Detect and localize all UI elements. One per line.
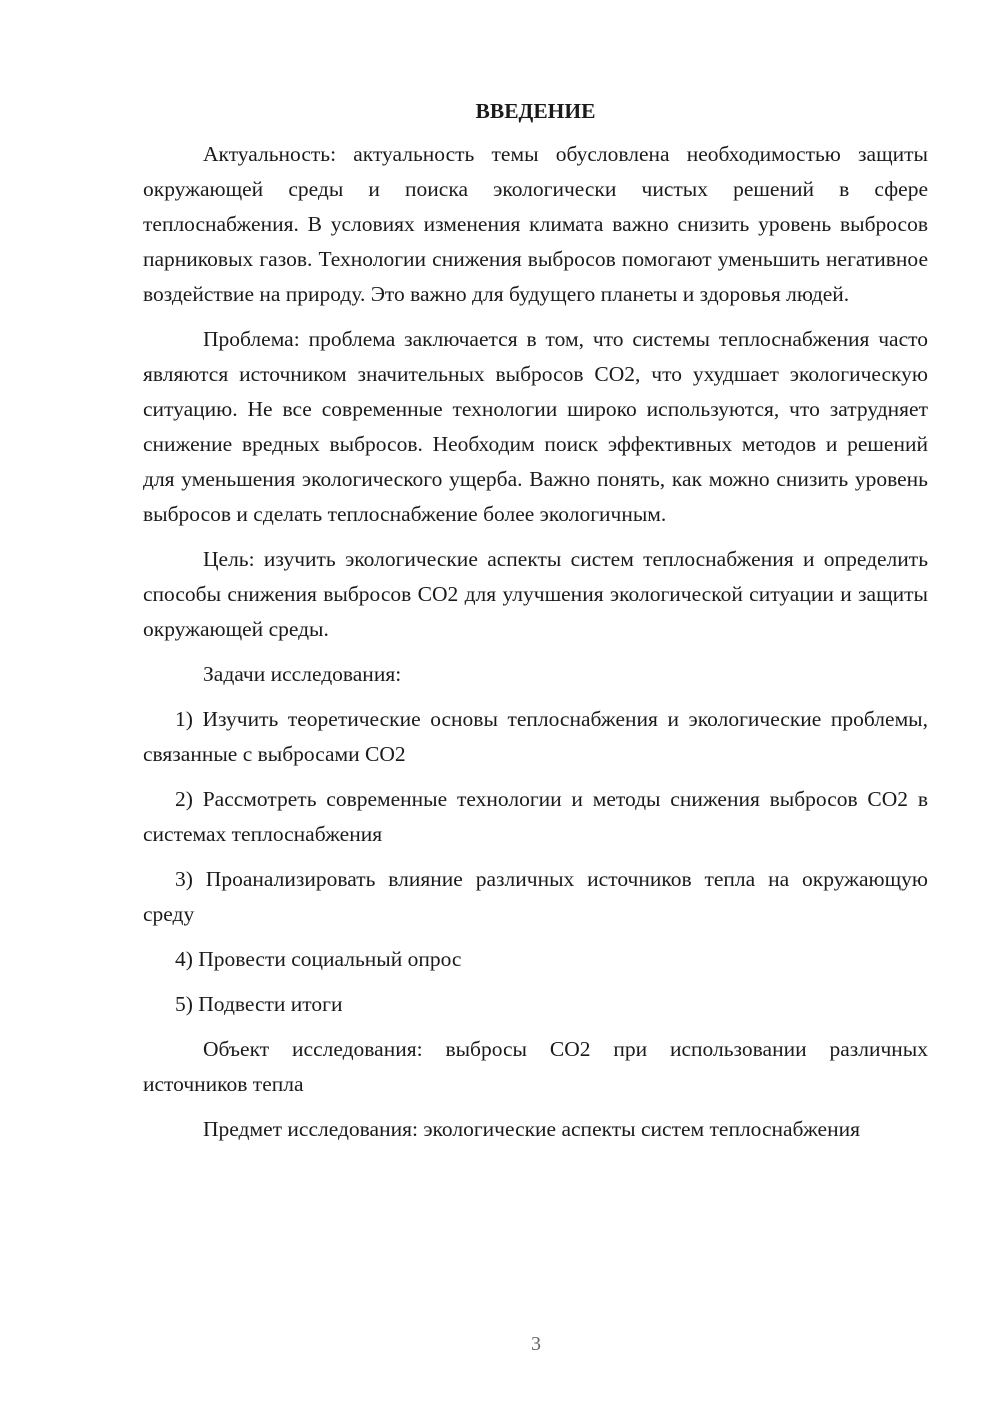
task-item-2: 2) Рассмотреть современные технологии и методы снижения выбросов СО2 в системах теплоснабжения — [143, 787, 928, 846]
document-page — [143, 95, 928, 1157]
tasks-title: Задачи исследования: — [203, 662, 402, 686]
problem-paragraph: Проблема: проблема заключается в том, что системы теплоснабжения часто являются источником значительных выбросов СО2, что ухудшает экологическую ситуацию. Не все современные технологии широко используются, что затрудняет снижение вредных выбросов. Необходим поиск эффективных методов и решений для уменьшения экологического ущерба. Важно понять, как можно снизить уровень выбросов и сделать теплоснабжение более экологичным. — [143, 327, 928, 526]
page-number: 3 — [531, 1333, 541, 1355]
task-item-5: 5) Подвести итоги — [175, 992, 343, 1016]
section-heading: ВВЕДЕНИЕ — [475, 99, 596, 123]
subject-paragraph: Предмет исследования: экологические аспекты систем теплоснабжения — [203, 1117, 860, 1141]
object-paragraph: Объект исследования: выбросы СО2 при использовании различных источников тепла — [143, 1037, 928, 1096]
relevance-paragraph: Актуальность: актуальность темы обусловлена необходимостью защиты окружающей среды и поиска экологически чистых решений в сфере теплоснабжения. В условиях изменения климата важно снизить уровень выбросов парниковых газов. Технологии снижения выбросов помогают уменьшить негативное воздействие на природу. Это важно для будущего планеты и здоровья людей. — [143, 142, 928, 306]
task-item-3: 3) Проанализировать влияние различных источников тепла на окружающую среду — [143, 867, 928, 926]
goal-paragraph: Цель: изучить экологические аспекты систем теплоснабжения и определить способы снижения выбросов СО2 для улучшения экологической ситуации и защиты окружающей среды. — [143, 547, 928, 641]
task-item-4: 4) Провести социальный опрос — [175, 947, 462, 971]
task-item-1: 1) Изучить теоретические основы теплоснабжения и экологические проблемы, связанные с выбросами СО2 — [143, 707, 928, 766]
